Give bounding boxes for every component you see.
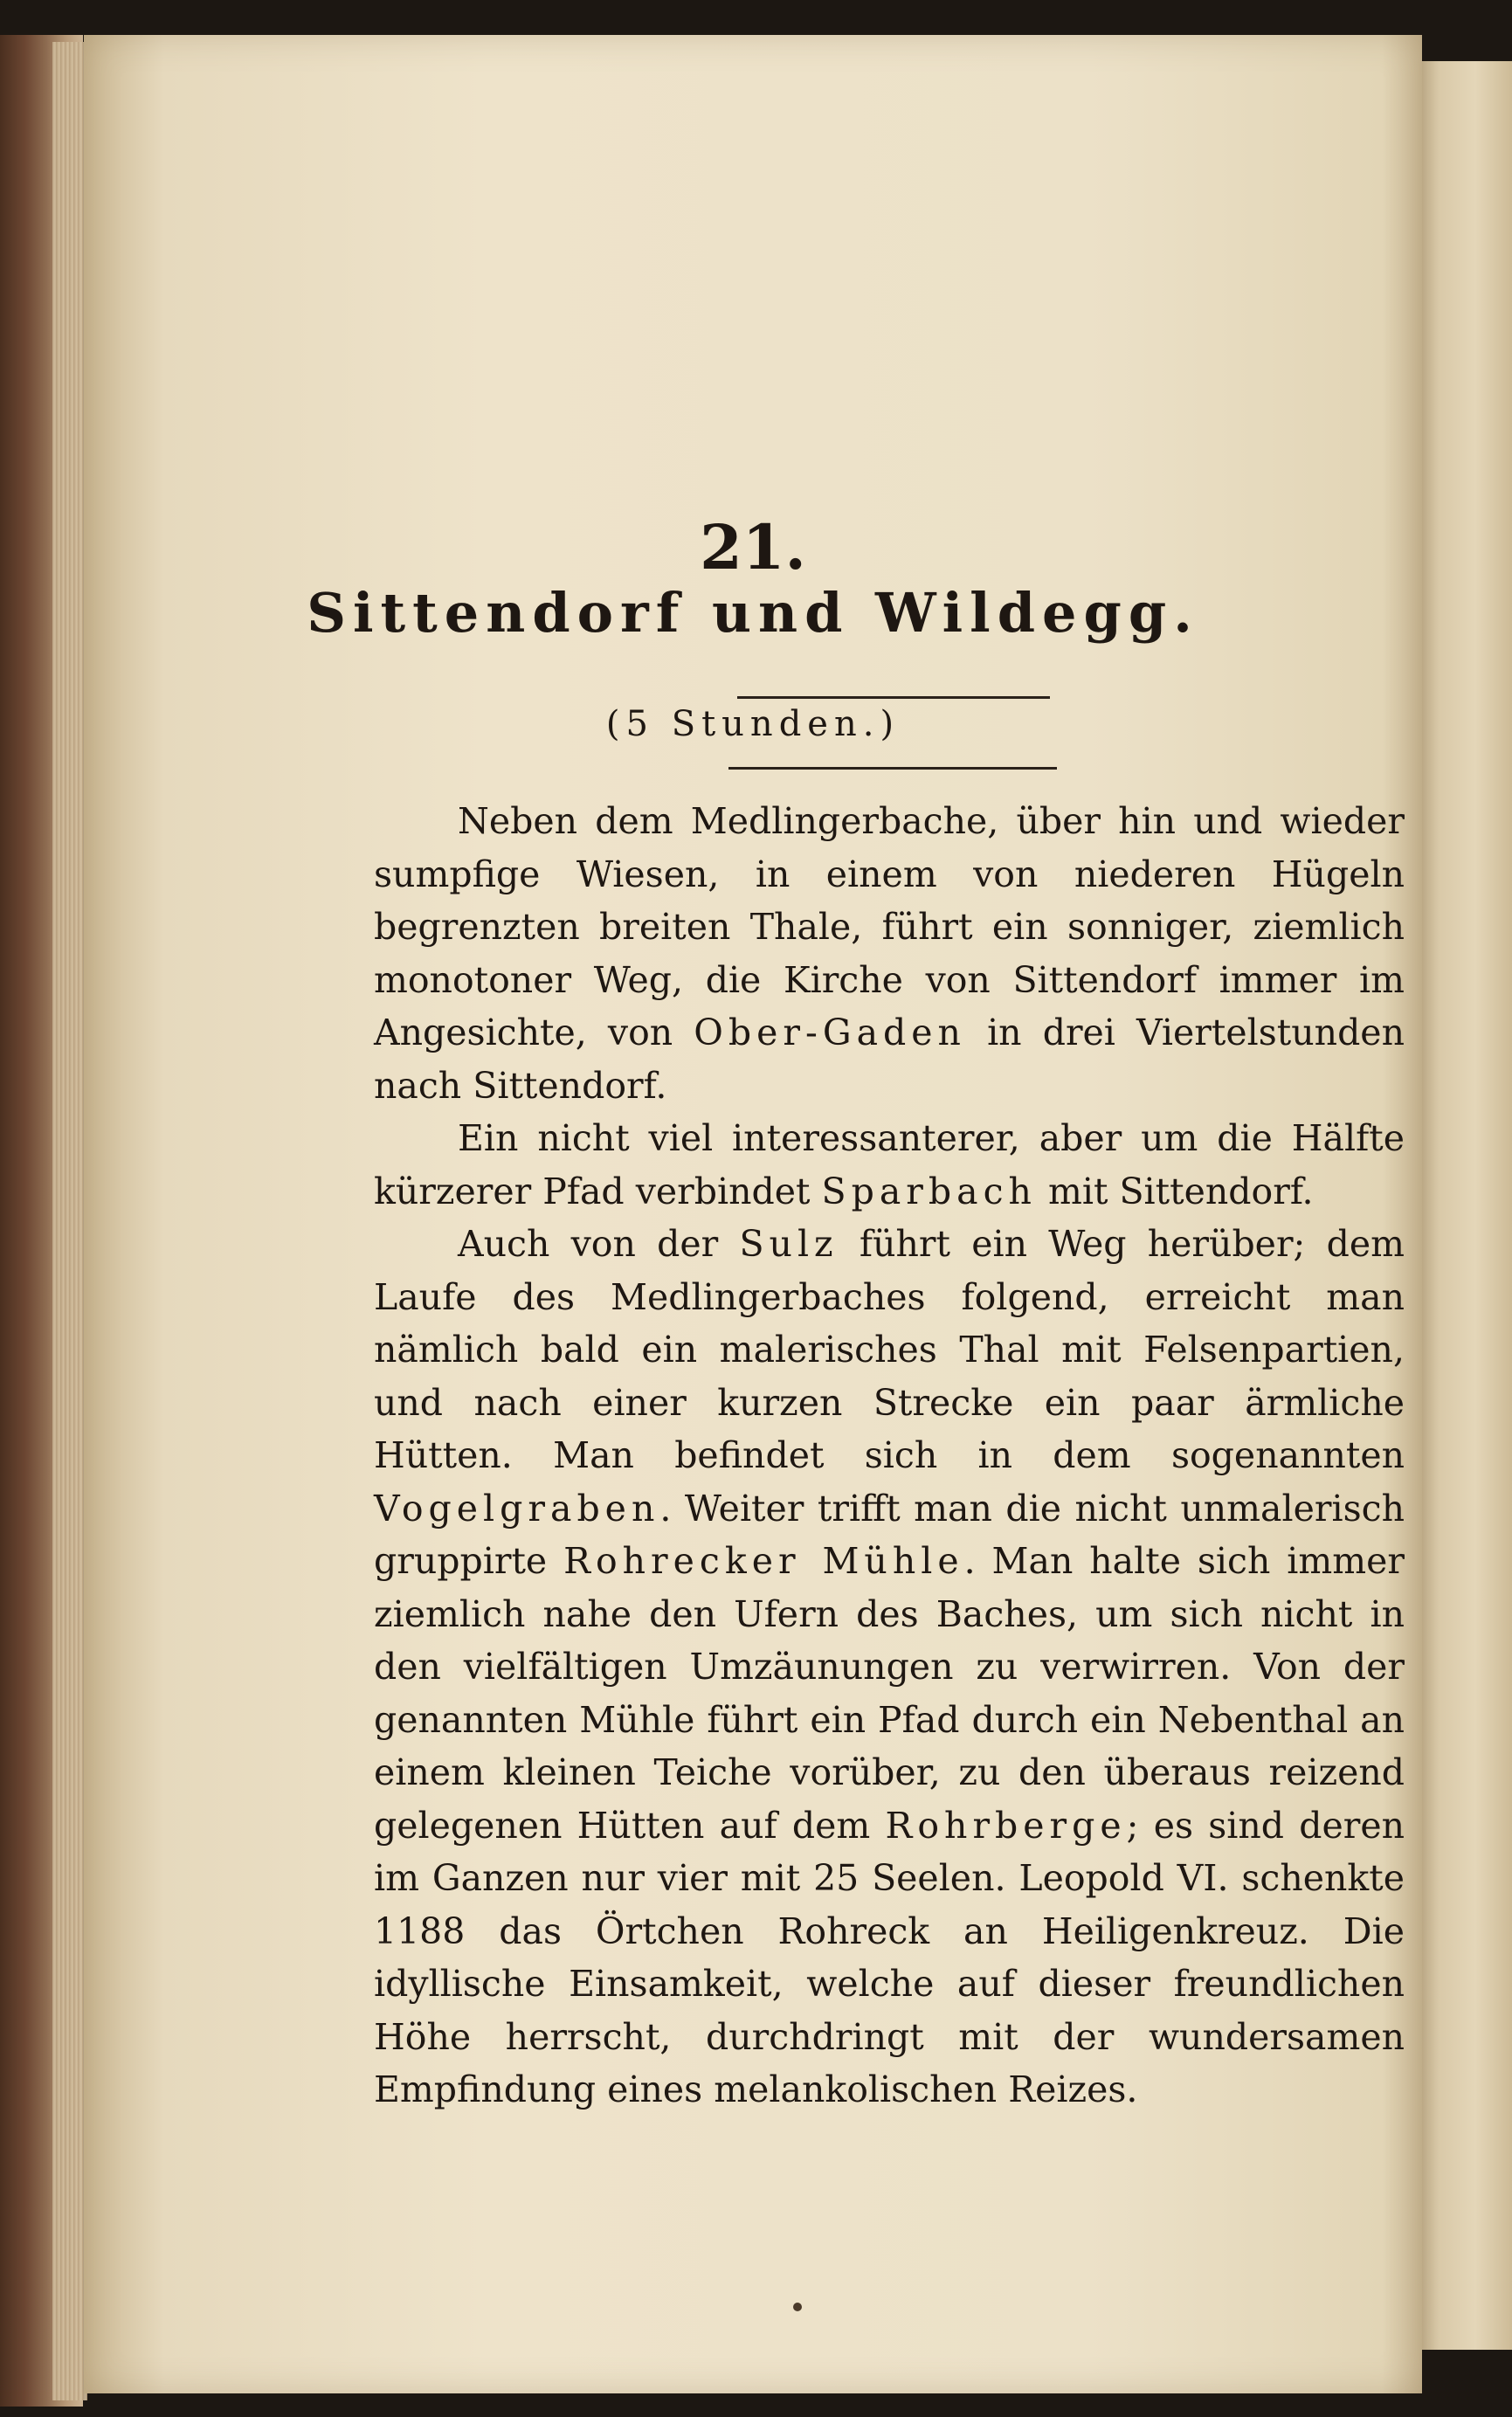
paragraph-3 <box>374 1218 1405 2117</box>
place-name: Rohrecker Mühle <box>563 1540 964 1582</box>
text-run: Ein nicht viel interessanterer, aber um die Hälfte kürzerer Pfad verbindet <box>374 1117 1405 1212</box>
book-page <box>84 35 1422 2393</box>
text-run: . Weiter trifft man die nicht unmalerisch gruppirte <box>374 1487 1405 1582</box>
chapter-subtitle: (5 Stunden.) <box>605 704 901 744</box>
text-run: . Man halte sich immer ziemlich nahe den Ufern des Baches, um sich nicht in den vielfältigen Umzäunungen zu verwirren. Von der genannten Mühle führt ein Pfad durch ein Nebenthal an einem kleinen Teiche vorüber, zu den überaus reizend gelegenen Hütten auf dem <box>374 1540 1405 1847</box>
place-name: Sparbach <box>821 1170 1037 1212</box>
text-run: ; es sind deren im Ganzen nur vier mit 25 Seelen. Leopold VI. schenkte 1188 das Örtchen Rohreck an Heiligenkreuz. Die idyllische Einsamkeit, welche auf dieser freundlichen Höhe herrscht, durchdringt mit der wundersamen Empfindung eines melankolischen Reizes. <box>374 1804 1405 2110</box>
text-run: führt ein Weg herüber; dem Laufe des Medlingerbaches folgend, erreicht man nämlich bald ein malerisches Thal mit Felsenpartien, und nach einer kurzen Strecke ein paar ärmliche Hütten. Man befindet sich in dem sogenannten <box>374 1223 1405 1476</box>
place-name: Ober-Gaden <box>694 1012 966 1053</box>
chapter-title: Sittendorf und Wildegg. <box>307 581 1199 645</box>
text-run: mit Sittendorf. <box>1036 1170 1314 1212</box>
place-name: Sulz <box>739 1223 839 1265</box>
place-name: Rohrberge <box>885 1804 1127 1847</box>
page-stack-edge <box>52 42 87 2400</box>
paragraph-1 <box>374 795 1405 1112</box>
facing-page-edge <box>1418 61 1512 2350</box>
chapter-number: 21. <box>700 511 806 584</box>
paragraph-2 <box>374 1112 1405 1218</box>
page-mark-dot <box>793 2303 802 2311</box>
place-name: Vogelgraben <box>374 1487 660 1530</box>
body-text <box>374 795 1405 2117</box>
title-rule-top <box>737 696 1050 699</box>
text-run: in drei Viertelstunden nach Sittendorf. <box>374 1012 1405 1107</box>
text-run: Neben dem Medlingerbache, über hin und wieder sumpfige Wiesen, in einem von niederen Hügeln begrenzten breiten Thale, führt ein sonniger, ziemlich monotoner Weg, die Kirche von Sittendorf immer im Angesichte, von <box>374 800 1405 1053</box>
text-run: Auch von der <box>458 1223 740 1265</box>
title-rule-bottom <box>728 767 1057 770</box>
